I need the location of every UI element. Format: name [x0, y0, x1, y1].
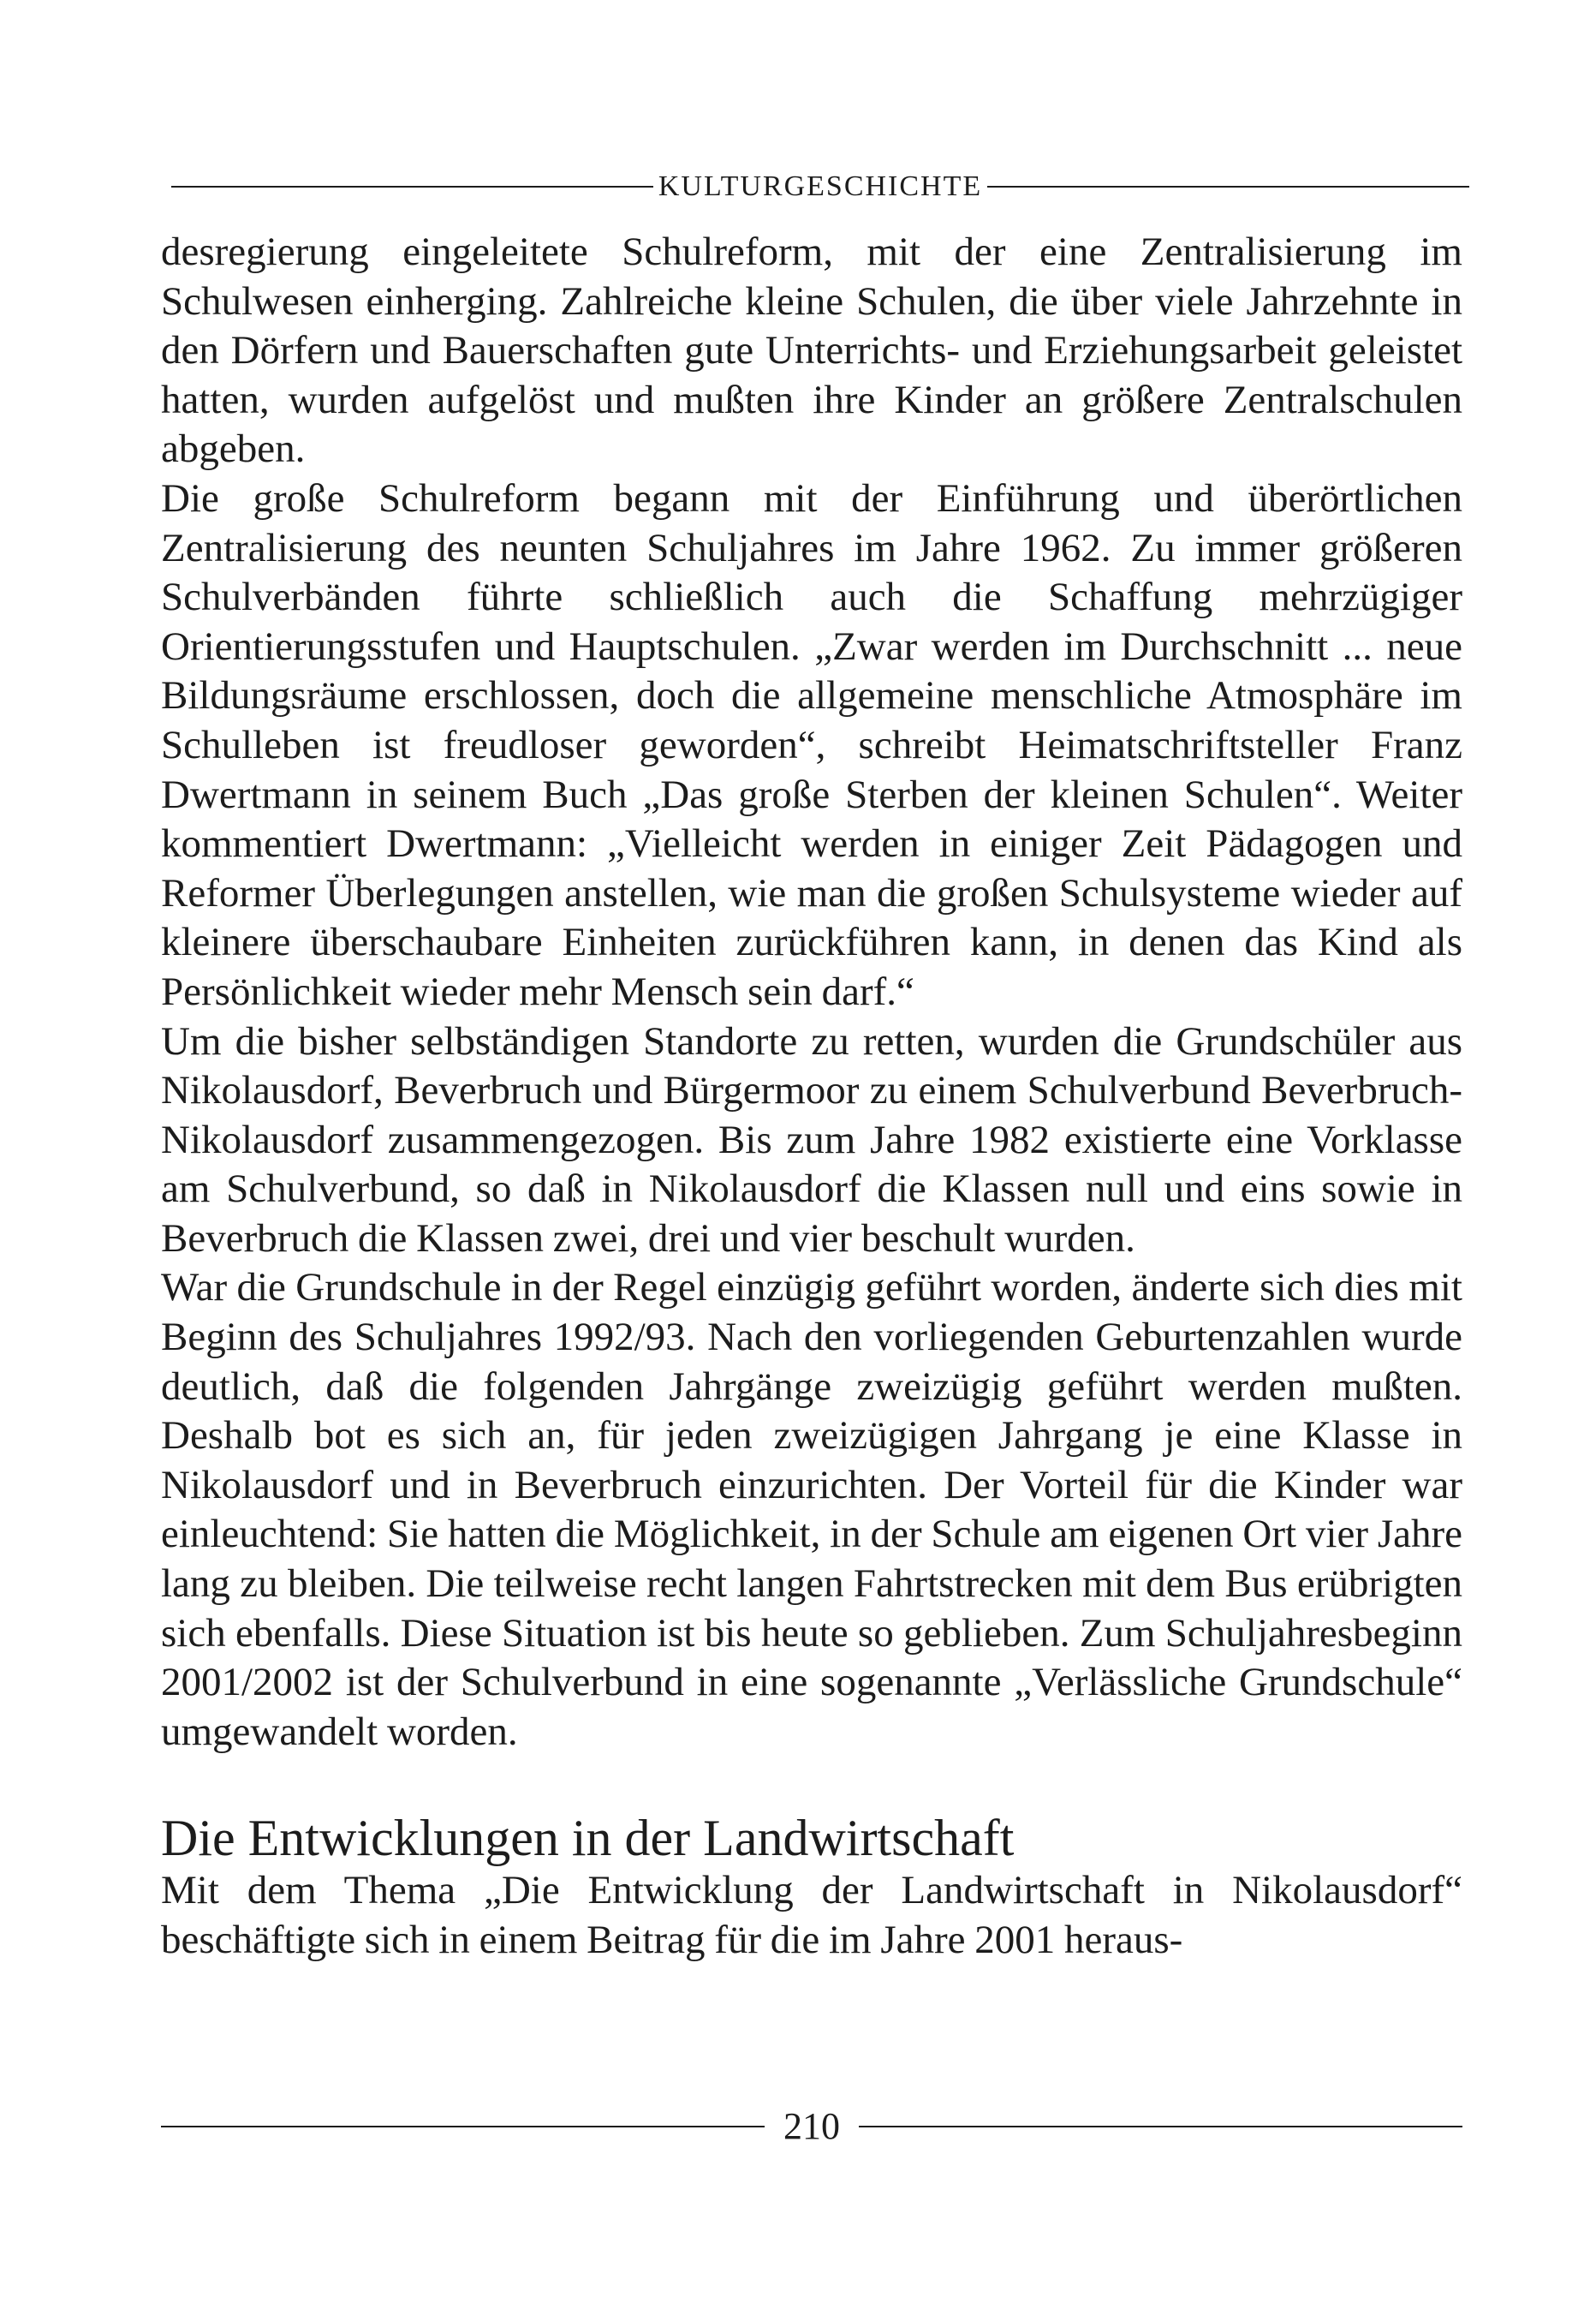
header-rule-left	[171, 186, 653, 188]
paragraph-school-association: Um die bisher selbständigen Standorte zu retten, wurden die Grundschüler aus Nikolausdorf, Beverbruch und Bürgermoor zu einem Schulverbund Beverbruch-Nikolausdorf zusammengezogen. Bis zum Jahre 1982 existierte eine Vorklasse am Schulverbund, so daß in Nikolausdorf die Klassen null und eins sowie in Beverbruch die Klassen zwei, drei und vier beschult wurden.	[161, 1018, 1462, 1261]
footer-rule-left	[161, 2126, 765, 2127]
page-number: 210	[783, 2105, 840, 2147]
paragraph-great-reform: Die große Schulreform begann mit der Einführung und überörtlichen Zentralisierung des neunten Schuljahres im Jahre 1962. Zu immer größeren Schulverbänden führte schließlich auch die Schaffung mehrzügiger Orientierungsstufen und Hauptschulen. „Zwar werden im Durchschnitt ... neue Bildungsräume erschlossen, doch die allgemeine menschliche Atmosphäre im Schulleben ist freudloser geworden“, schreibt Heimatschriftsteller Franz Dwertmann in seinem Buch „Das große Sterben der kleinen Schulen“. Weiter kommentiert Dwertmann: „Vielleicht werden in einiger Zeit Pädagogen und Reformer Überlegungen anstellen, wie man die großen Schulsysteme wieder auf kleinere überschaubare Einheiten zurückführen kann, in denen das Kind als Persönlichkeit wieder mehr Mensch sein darf.“	[161, 475, 1462, 1014]
paragraph-primary-school: War die Grundschule in der Regel einzügig geführt worden, änderte sich dies mit Beginn des Schuljahres 1992/93. Nach den vorliegenden Geburtenzahlen wurde deutlich, daß die folgenden Jahrgänge zweizügig geführt werden mußten. Deshalb bot es sich an, für jeden zweizügigen Jahrgang je eine Klasse in Nikolausdorf und in Beverbruch einzurichten. Der Vorteil für die Kinder war einleuchtend: Sie hatten die Möglichkeit, in der Schule am eigenen Ort vier Jahre lang zu bleiben. Die teilweise recht langen Fahrtstrecken mit dem Bus erübrigten sich ebenfalls. Diese Situation ist bis heute so geblieben. Zum Schuljahresbeginn 2001/2002 ist der Schulverbund in eine sogenannte „Verlässliche Grundschule“ umgewandelt worden.	[161, 1265, 1462, 1754]
footer-rule-right	[859, 2126, 1462, 2127]
header-rule-right	[987, 186, 1469, 188]
running-header	[171, 170, 1469, 204]
page-footer	[161, 2105, 1462, 2148]
paragraph-school-reform: desregierung eingeleitete Schulreform, mit der eine Zentralisierung im Schulwesen einherging. Zahlreiche kleine Schulen, die über viele Jahrzehnte in den Dörfern und Bauerschaften gute Unterrichts- und Erziehungsarbeit geleistet hatten, wurden aufgelöst und mußten ihre Kinder an größere Zentralschulen abgeben.	[161, 230, 1462, 472]
section-heading: Die Entwicklungen in der Landwirtschaft	[161, 1810, 1015, 1867]
running-title: KULTURGESCHICHTE	[658, 170, 983, 202]
body-text	[161, 228, 1462, 1966]
paragraph-agriculture: Mit dem Thema „Die Entwicklung der Landwirtschaft in Nikolausdorf“ beschäftigte sich in einem Beitrag für die im Jahre 2001 heraus-	[161, 1868, 1462, 1962]
